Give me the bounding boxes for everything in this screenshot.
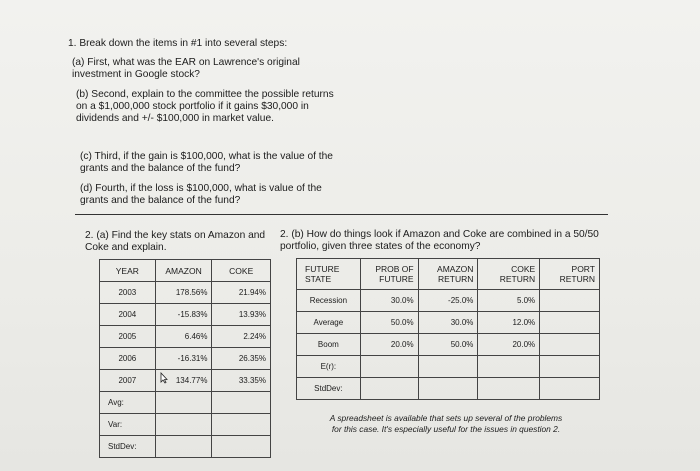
coke-return-cell: 12.0% [478,312,540,334]
question-2a: 2. (a) Find the key stats on Amazon and Coke and explain. [85,230,266,254]
coke-return-cell: 20.0% [478,334,540,356]
question-1c-text: Third, if the gain is $100,000, what is the value of the grants and the balance of the fund? [80,151,333,175]
year-cell: 2005 [100,326,156,348]
question-1b [76,89,336,126]
question-1a [72,57,332,81]
year-cell: 2003 [100,282,156,304]
table-row [100,326,271,348]
question-1-heading: 1. Break down the items in #1 into several steps: [68,38,288,49]
coke-return-cell: 13.93% [212,304,271,326]
prob-cell: 50.0% [360,312,418,334]
header-port-line2: RETURN [559,274,595,284]
stddev-label: StdDev: [100,436,156,458]
header-amazon-line2: RETURN [437,274,474,284]
expected-return-label: E(r): [297,356,361,378]
header-future-state [297,259,361,290]
prob-cell: 30.0% [360,290,418,312]
table-row [100,304,271,326]
year-cell: 2004 [100,304,156,326]
coke-return-cell: 5.0% [478,290,540,312]
amazon-return-cell: 30.0% [418,312,478,334]
stats-table [99,259,271,458]
amazon-return-cell: -15.83% [155,304,212,326]
stddev-row [297,378,600,400]
question-2b: 2. (b) How do things look if Amazon and Coke are combined in a 50/50 portfolio, given three states of the economy? [280,229,599,253]
prob-cell[interactable] [360,378,418,400]
avg-label: Avg: [100,392,156,414]
avg-row [100,392,271,414]
stats-header-amazon: AMAZON [155,260,212,282]
table-row [100,370,271,392]
coke-stddev-cell[interactable] [478,378,540,400]
stats-header-coke: COKE [212,260,271,282]
header-port-return [540,259,600,290]
question-1d-text: Fourth, if the loss is $100,000, what is value of the grants and the balance of the fund? [80,183,322,207]
portfolio-table [296,258,600,400]
table-row [100,282,271,304]
var-label: Var: [100,414,156,436]
port-return-cell[interactable] [540,312,600,334]
question-1b-text: Second, explain to the committee the possible returns on a $1,000,000 stock portfolio if it gains $30,000 in dividends and +/- $100,000 in market value. [76,89,334,125]
header-prob-future [360,259,418,290]
prob-cell: 20.0% [360,334,418,356]
amazon-return-cell: -16.31% [155,348,212,370]
amazon-var-cell[interactable] [155,414,212,436]
portfolio-header-row [297,259,600,290]
stats-header-year: YEAR [100,260,156,282]
table-row [297,290,600,312]
question-1b-label: (b) [76,89,89,100]
coke-avg-cell[interactable] [212,392,271,414]
header-amazon-line1: AMAZON [437,264,474,274]
question-1c-label: (c) [80,151,92,162]
state-cell: Average [297,312,361,334]
port-stddev-cell[interactable] [540,378,600,400]
header-port-line1: PORT [571,264,595,274]
table-row [297,334,600,356]
header-prob-line1: PROB OF [375,264,414,274]
mouse-cursor-icon [160,372,168,387]
year-cell: 2007 [100,370,156,392]
coke-return-cell: 21.94% [212,282,271,304]
state-cell: Recession [297,290,361,312]
var-row [100,414,271,436]
section-divider [75,214,608,215]
amazon-return-cell: 134.77% [155,370,212,392]
coke-return-cell: 2.24% [212,326,271,348]
port-return-cell[interactable] [540,290,600,312]
coke-expected-cell[interactable] [478,356,540,378]
port-return-cell[interactable] [540,334,600,356]
amazon-return-cell: 178.56% [155,282,212,304]
header-coke-line2: RETURN [499,274,536,284]
stddev-label: StdDev: [297,378,361,400]
header-amazon-return [418,259,478,290]
spreadsheet-note: A spreadsheet is available that sets up several of the problems for this case. It's especially useful for the issues in question 2. [329,413,563,434]
prob-cell[interactable] [360,356,418,378]
state-cell: Boom [297,334,361,356]
table-row [100,348,271,370]
year-cell: 2006 [100,348,156,370]
amazon-stddev-cell[interactable] [418,378,478,400]
question-1d-label: (d) [80,183,93,194]
amazon-return-cell: 6.46% [155,326,212,348]
port-expected-cell[interactable] [540,356,600,378]
header-prob-line2: FUTURE [379,274,414,284]
header-coke-return [478,259,540,290]
table-row [297,312,600,334]
expected-return-row [297,356,600,378]
coke-return-cell: 33.35% [212,370,271,392]
header-future-state-line2: STATE [305,274,332,284]
amazon-expected-cell[interactable] [418,356,478,378]
coke-var-cell[interactable] [212,414,271,436]
header-coke-line1: COKE [511,264,536,274]
stddev-row [100,436,271,458]
question-1a-label: (a) [72,57,85,68]
amazon-return-cell: -25.0% [418,290,478,312]
coke-return-cell: 26.35% [212,348,271,370]
amazon-return-cell: 50.0% [418,334,478,356]
stats-header-row [100,260,271,282]
amazon-avg-cell[interactable] [155,392,212,414]
question-1a-text: First, what was the EAR on Lawrence's original investment in Google stock? [72,57,300,81]
amazon-stddev-cell[interactable] [155,436,212,458]
header-future-state-line1: FUTURE [305,264,340,274]
question-1c [80,151,340,175]
coke-stddev-cell[interactable] [212,436,271,458]
question-1d [80,183,340,207]
